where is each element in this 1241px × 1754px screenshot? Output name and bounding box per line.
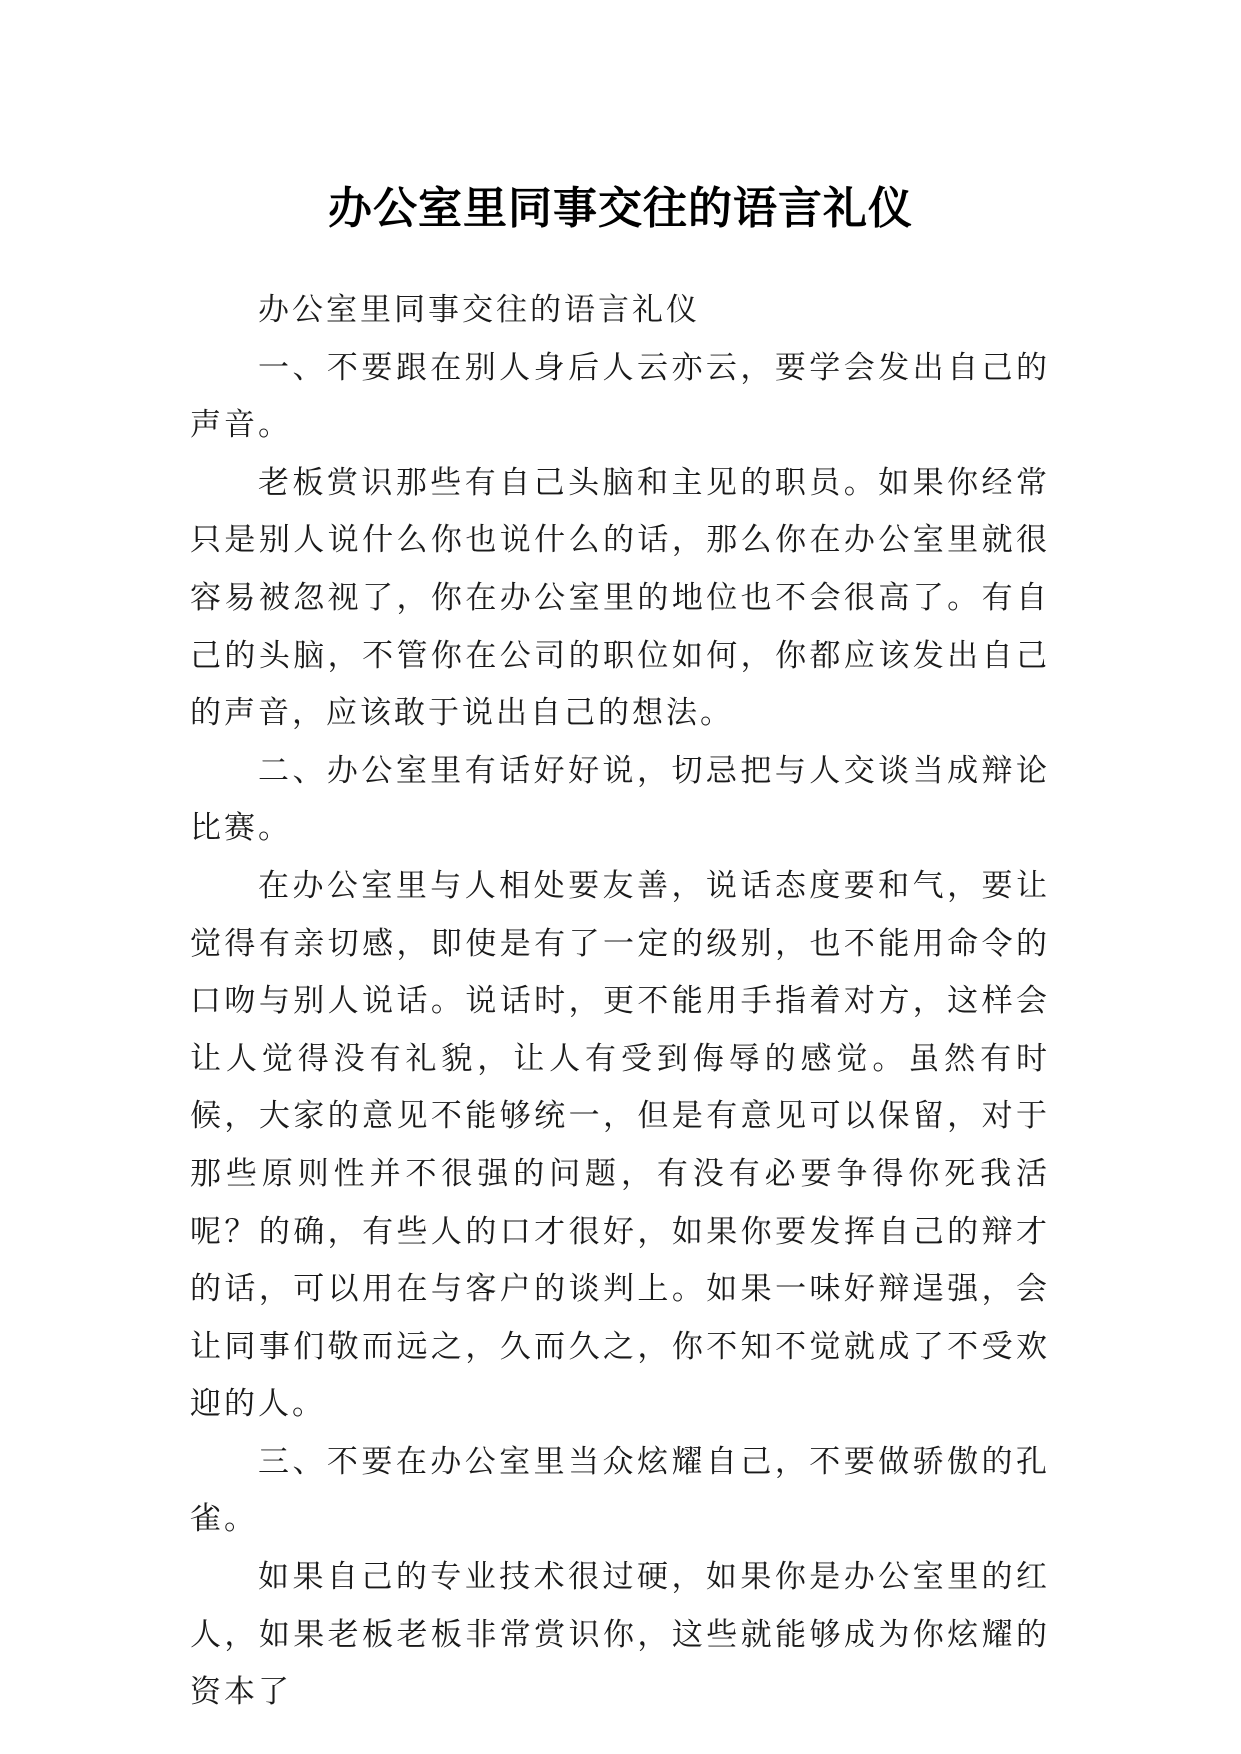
section-heading-2: 二、办公室里有话好好说，切忌把与人交谈当成辩论比赛。: [190, 752, 1050, 847]
document-title: 办公室里同事交往的语言礼仪: [328, 183, 913, 235]
document-body: [190, 282, 1050, 1722]
section-heading-3: 三、不要在办公室里当众炫耀自己，不要做骄傲的孔雀。: [190, 1443, 1050, 1538]
body-paragraph-3: 如果自己的专业技术很过硬，如果你是办公室里的红人，如果老板老板非常赏识你，这些就能够成为你炫耀的资本了: [190, 1559, 1050, 1711]
subtitle-paragraph: 办公室里同事交往的语言礼仪: [258, 292, 700, 328]
section-heading-1: 一、不要跟在别人身后人云亦云，要学会发出自己的声音。: [190, 349, 1050, 444]
body-paragraph-2: 在办公室里与人相处要友善，说话态度要和气，要让觉得有亲切感，即使是有了一定的级别，也不能用命令的口吻与别人说话。说话时，更不能用手指着对方，这样会让人觉得没有礼貌，让人有受到侮辱的感觉。虽然有时候，大家的意见不能够统一，但是有意见可以保留，对于那些原则性并不很强的问题，有没有必要争得你死我活呢？的确，有些人的口才很好，如果你要发挥自己的辩才的话，可以用在与客户的谈判上。如果一味好辩逞强，会让同事们敬而远之，久而久之，你不知不觉就成了不受欢迎的人。: [190, 867, 1050, 1423]
body-paragraph-1: 老板赏识那些有自己头脑和主见的职员。如果你经常只是别人说什么你也说什么的话，那么你在办公室里就很容易被忽视了，你在办公室里的地位也不会很高了。有自己的头脑，不管你在公司的职位如何，你都应该发出自己的声音，应该敢于说出自己的想法。: [190, 464, 1050, 732]
